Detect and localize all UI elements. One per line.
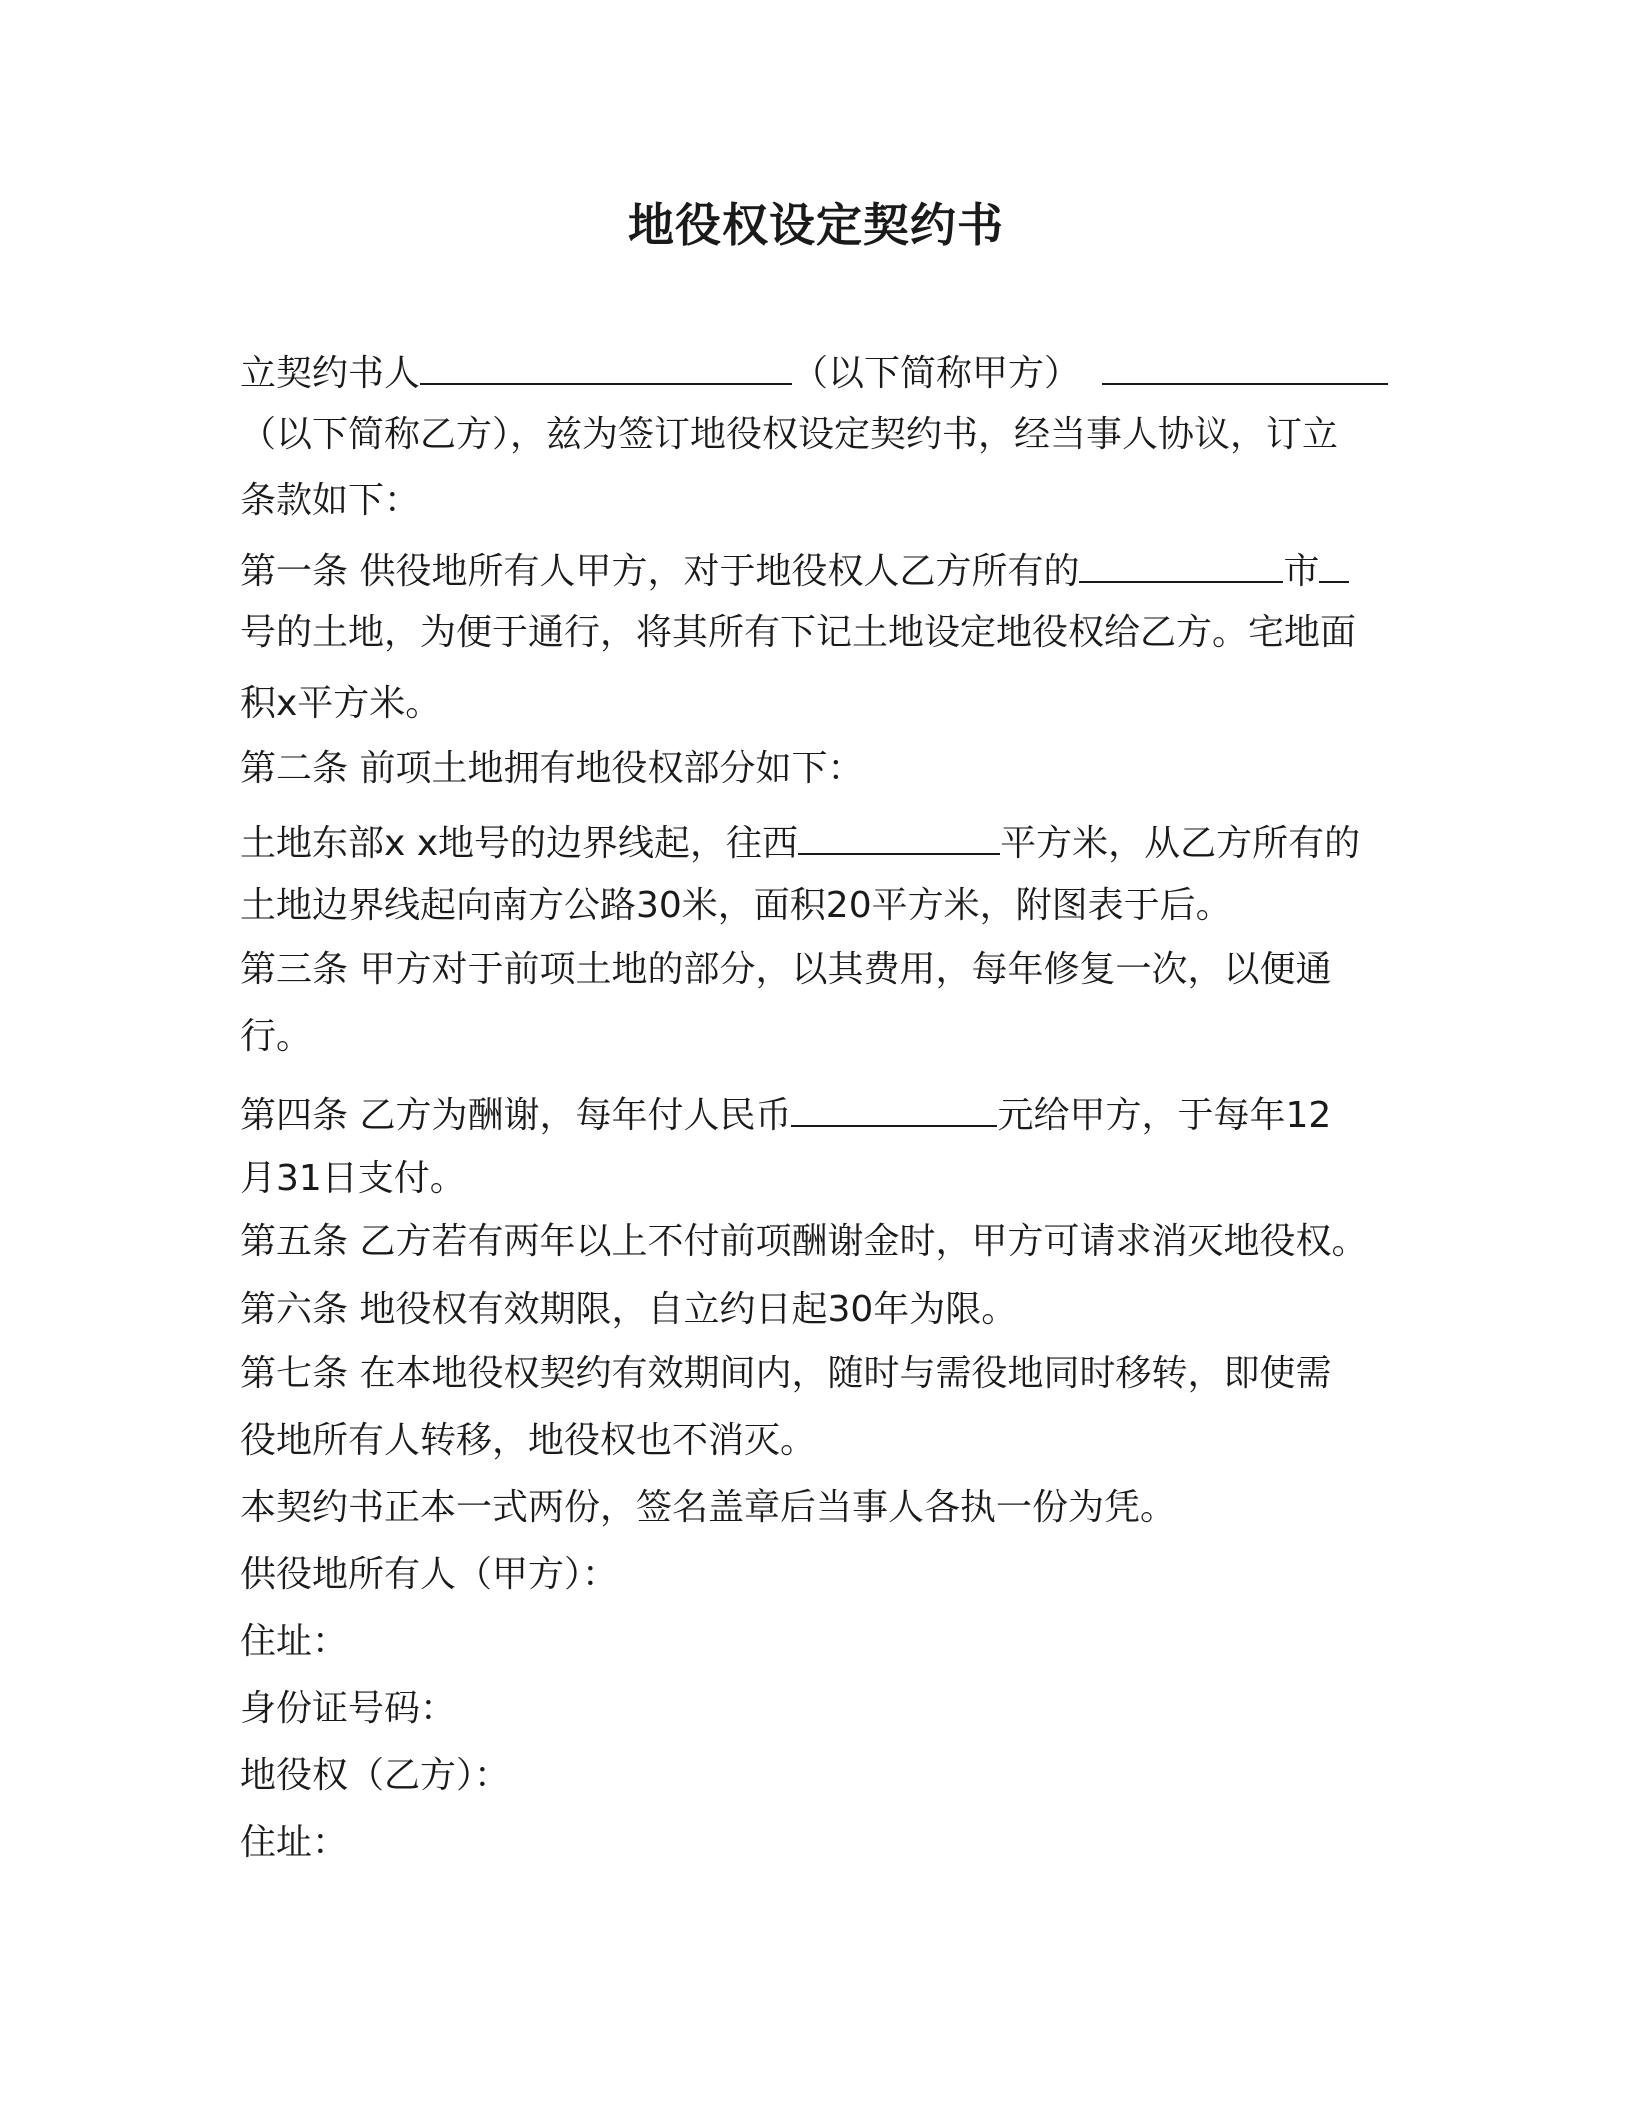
party-intro-line [240, 345, 1388, 398]
article-5-line: 第五条 乙方若有两年以上不付前项酬谢金时，甲方可请求消灭地役权。 [240, 1221, 1368, 1262]
article-6-line: 第六条 地役权有效期限，自立约日起30年为限。 [240, 1289, 1018, 1330]
area-blank[interactable] [798, 815, 1000, 855]
party-b-name-blank[interactable] [1102, 345, 1388, 385]
party-a-name-blank[interactable] [420, 345, 792, 385]
article-7-line-2: 役地所有人转移，地役权也不消灭。 [240, 1420, 817, 1461]
party-a-alias: （以下简称甲方） [792, 353, 1081, 394]
article-7-line-1: 第七条 在本地役权契约有效期间内，随时与需役地同时移转，即使需 [240, 1353, 1332, 1394]
article-4-text: 第四条 乙方为酬谢，每年付人民币 [240, 1095, 792, 1136]
article-2-detail-text: 土地东部x x地号的边界线起，往西 [240, 823, 799, 864]
article-4-cont: 元给甲方，于每年12 [997, 1095, 1332, 1136]
party-b-alias-line: （以下简称乙方），兹为签订地役权设定契约书，经当事人协议，订立 [240, 414, 1339, 455]
article-2-detail-line-1 [240, 815, 1360, 868]
party-a-address-label: 住址： [240, 1621, 349, 1662]
terms-intro-line: 条款如下： [240, 480, 421, 521]
city-blank[interactable] [1079, 543, 1283, 583]
article-3-line-1: 第三条 甲方对于前项土地的部分，以其费用，每年修复一次，以便通 [240, 949, 1332, 990]
city-label: 市 [1283, 551, 1320, 592]
payment-amount-blank[interactable] [791, 1087, 997, 1127]
article-1-line-1 [240, 543, 1349, 596]
party-a-signature-label: 供役地所有人（甲方）： [240, 1554, 619, 1595]
party-intro-label: 立契约书人 [240, 353, 421, 394]
article-2-line: 第二条 前项土地拥有地役权部分如下： [240, 748, 864, 789]
party-b-address-label: 住址： [240, 1822, 349, 1863]
article-2-detail-line-2: 土地边界线起向南方公路30米，面积20平方米，附图表于后。 [240, 885, 1232, 926]
closing-line: 本契约书正本一式两份，签名盖章后当事人各执一份为凭。 [240, 1487, 1177, 1528]
document-title: 地役权设定契约书 [628, 198, 1004, 252]
article-2-detail-cont: 平方米，从乙方所有的 [1000, 823, 1361, 864]
article-1-text: 第一条 供役地所有人甲方，对于地役权人乙方所有的 [240, 551, 1080, 592]
district-blank[interactable] [1319, 543, 1349, 583]
article-1-line-3: 积x平方米。 [240, 683, 442, 724]
article-4-line-2: 月31日支付。 [240, 1158, 466, 1199]
article-1-line-2: 号的土地，为便于通行，将其所有下记土地设定地役权给乙方。宅地面 [240, 612, 1357, 653]
party-b-signature-label: 地役权（乙方）： [240, 1755, 511, 1796]
article-3-line-2: 行。 [240, 1016, 313, 1057]
party-a-id-label: 身份证号码： [240, 1688, 457, 1729]
article-4-line-1 [240, 1087, 1331, 1140]
